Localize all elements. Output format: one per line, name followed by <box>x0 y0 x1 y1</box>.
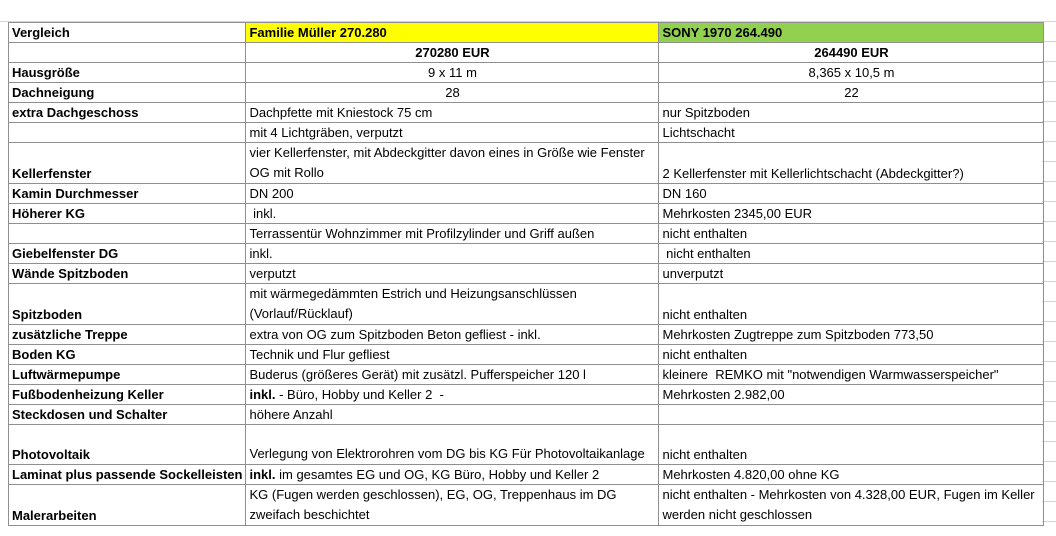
cell-option2[interactable]: Mehrkosten 4.820,00 ohne KG <box>659 465 1044 485</box>
cell-option1[interactable]: 28 <box>246 83 659 103</box>
cell-option1[interactable]: DN 200 <box>246 184 659 204</box>
cell-option1[interactable]: KG (Fugen werden geschlossen), EG, OG, Treppenhaus im DG zweifach beschichtet <box>246 485 659 526</box>
table-row-prices <box>9 43 1044 63</box>
table-row <box>9 83 1044 103</box>
table-row <box>9 184 1044 204</box>
cell-option2[interactable]: DN 160 <box>659 184 1044 204</box>
cell-option1[interactable]: Terrassentür Wohnzimmer mit Profilzylinder und Griff außen <box>246 224 659 244</box>
cell-option2[interactable]: unverputzt <box>659 264 1044 284</box>
cell-option2[interactable]: nicht enthalten <box>659 284 1044 325</box>
cell-option2[interactable]: Lichtschacht <box>659 123 1044 143</box>
cell-price-label[interactable] <box>9 43 246 63</box>
cell-option1[interactable] <box>246 385 659 405</box>
cell-option1-text: - Büro, Hobby und Keller 2 - <box>275 387 444 402</box>
cell-label[interactable]: Hausgröße <box>9 63 246 83</box>
cell-price-option1[interactable]: 270280 EUR <box>246 43 659 63</box>
inkl-bold-text: inkl. <box>249 387 276 402</box>
cell-label[interactable] <box>9 224 246 244</box>
table-row <box>9 264 1044 284</box>
cell-label[interactable]: Malerarbeiten <box>9 485 246 526</box>
table-row <box>9 63 1044 83</box>
cell-header-label[interactable]: Vergleich <box>9 23 246 43</box>
cell-option1[interactable]: vier Kellerfenster, mit Abdeckgitter davon eines in Größe wie Fenster OG mit Rollo <box>246 143 659 184</box>
cell-label[interactable]: Kamin Durchmesser <box>9 184 246 204</box>
cell-option1[interactable]: Buderus (größeres Gerät) mit zusätzl. Pufferspeicher 120 l <box>246 365 659 385</box>
table-row-header <box>9 23 1044 43</box>
table-row <box>9 284 1044 325</box>
inkl-bold-text: inkl. <box>249 467 276 482</box>
table-row <box>9 365 1044 385</box>
cell-label[interactable]: Boden KG <box>9 345 246 365</box>
cell-label[interactable]: extra Dachgeschoss <box>9 103 246 123</box>
table-row <box>9 465 1044 485</box>
cell-option1[interactable]: Technik und Flur gefliest <box>246 345 659 365</box>
cell-option1[interactable]: Verlegung von Elektrorohren vom DG bis KG Für Photovoltaikanlage <box>246 425 659 465</box>
cell-option2[interactable]: nicht enthalten <box>659 425 1044 465</box>
cell-option1[interactable]: extra von OG zum Spitzboden Beton gefliest - inkl. <box>246 325 659 345</box>
cell-option2[interactable]: 8,365 x 10,5 m <box>659 63 1044 83</box>
table-row <box>9 405 1044 425</box>
table-row <box>9 143 1044 184</box>
cell-option1[interactable]: inkl. <box>246 244 659 264</box>
table-row <box>9 345 1044 365</box>
cell-option2[interactable]: 2 Kellerfenster mit Kellerlichtschacht (Abdeckgitter?) <box>659 143 1044 184</box>
cell-label[interactable]: Höherer KG <box>9 204 246 224</box>
cell-label[interactable]: Spitzboden <box>9 284 246 325</box>
cell-option2[interactable]: Mehrkosten 2.982,00 <box>659 385 1044 405</box>
cell-label[interactable]: Luftwärmepumpe <box>9 365 246 385</box>
cell-option2[interactable]: Mehrkosten Zugtreppe zum Spitzboden 773,50 <box>659 325 1044 345</box>
cell-label[interactable]: zusätzliche Treppe <box>9 325 246 345</box>
cell-option1-text: im gesamtes EG und OG, KG Büro, Hobby und Keller 2 <box>275 467 600 482</box>
table-row <box>9 425 1044 465</box>
cell-option2[interactable]: nicht enthalten <box>659 345 1044 365</box>
cell-option2[interactable]: nicht enthalten <box>659 224 1044 244</box>
cell-option1[interactable]: Dachpfette mit Kniestock 75 cm <box>246 103 659 123</box>
cell-option1[interactable]: 9 x 11 m <box>246 63 659 83</box>
table-row <box>9 385 1044 405</box>
comparison-table <box>8 22 1044 526</box>
cell-label[interactable]: Laminat plus passende Sockelleisten <box>9 465 246 485</box>
table-row <box>9 325 1044 345</box>
cell-option1[interactable]: verputzt <box>246 264 659 284</box>
table-row <box>9 485 1044 526</box>
cell-option1[interactable]: mit wärmegedämmten Estrich und Heizungsanschlüssen (Vorlauf/Rücklauf) <box>246 284 659 325</box>
cell-price-option2[interactable]: 264490 EUR <box>659 43 1044 63</box>
cell-label[interactable]: Photovoltaik <box>9 425 246 465</box>
cell-label[interactable]: Dachneigung <box>9 83 246 103</box>
cell-option2[interactable]: 22 <box>659 83 1044 103</box>
cell-label[interactable]: Steckdosen und Schalter <box>9 405 246 425</box>
table-row <box>9 123 1044 143</box>
cell-label[interactable]: Kellerfenster <box>9 143 246 184</box>
table-row <box>9 244 1044 264</box>
cell-header-option2[interactable]: SONY 1970 264.490 <box>659 23 1044 43</box>
cell-option1[interactable]: höhere Anzahl <box>246 405 659 425</box>
cell-option2[interactable] <box>659 405 1044 425</box>
cell-label[interactable]: Giebelfenster DG <box>9 244 246 264</box>
cell-option1[interactable] <box>246 465 659 485</box>
cell-label[interactable]: Wände Spitzboden <box>9 264 246 284</box>
cell-label[interactable]: Fußbodenheizung Keller <box>9 385 246 405</box>
cell-option2[interactable]: nicht enthalten <box>659 244 1044 264</box>
cell-option2[interactable]: nur Spitzboden <box>659 103 1044 123</box>
cell-option2[interactable]: kleinere REMKO mit "notwendigen Warmwasserspeicher" <box>659 365 1044 385</box>
cell-option1[interactable]: inkl. <box>246 204 659 224</box>
table-row <box>9 224 1044 244</box>
cell-header-option1[interactable]: Familie Müller 270.280 <box>246 23 659 43</box>
table-row <box>9 204 1044 224</box>
table-row <box>9 103 1044 123</box>
cell-option1[interactable]: mit 4 Lichtgräben, verputzt <box>246 123 659 143</box>
cell-option2[interactable]: nicht enthalten - Mehrkosten von 4.328,00 EUR, Fugen im Keller werden nicht geschlossen <box>659 485 1044 526</box>
cell-option2[interactable]: Mehrkosten 2345,00 EUR <box>659 204 1044 224</box>
cell-label[interactable] <box>9 123 246 143</box>
